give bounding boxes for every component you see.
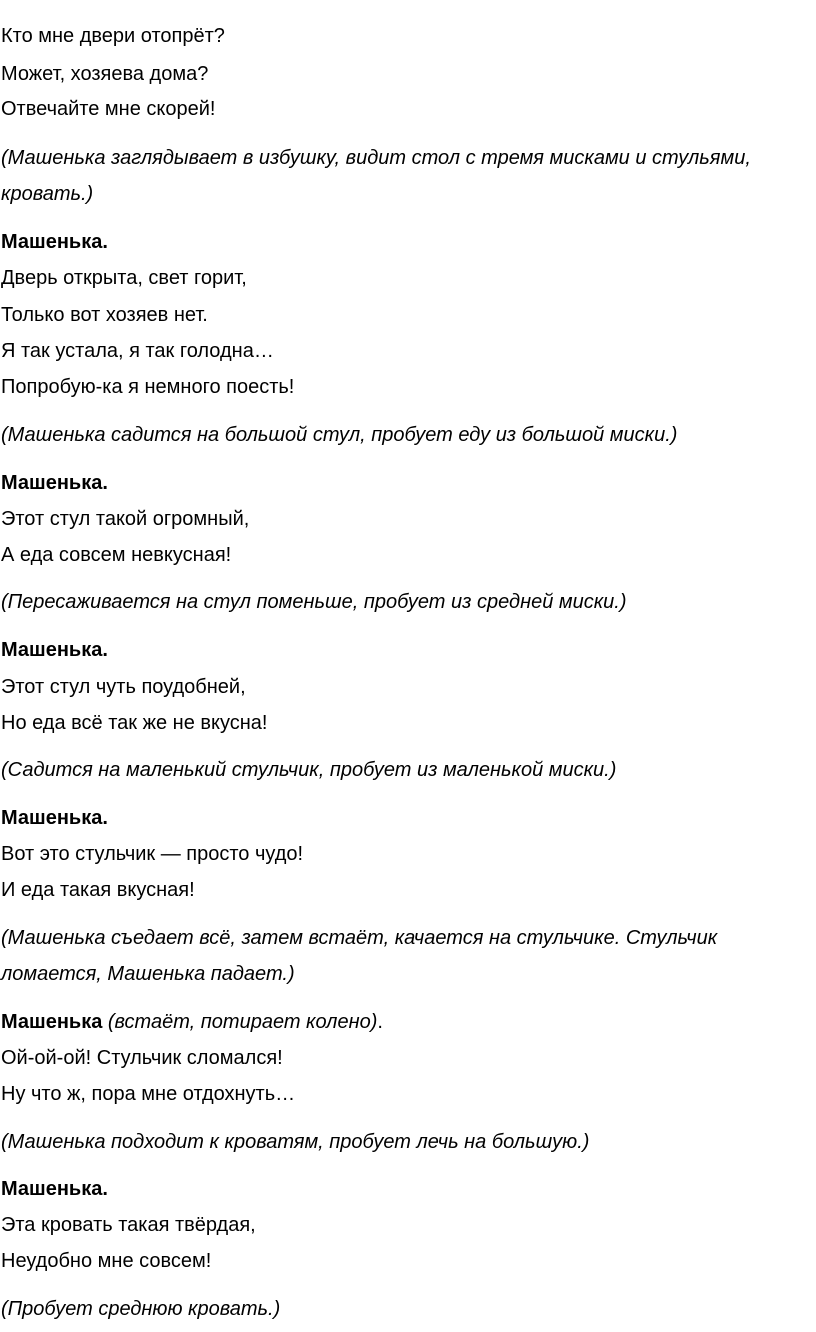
verse-line: Может, хозяева дома? bbox=[1, 63, 209, 85]
stage-direction: кровать.) bbox=[1, 183, 94, 205]
verse-line: Отвечайте мне скорей! bbox=[1, 98, 216, 120]
speaker-name: Машенька. bbox=[1, 1178, 108, 1200]
speaker-remark: (встаёт, потирает колено) bbox=[107, 1011, 378, 1033]
stage-direction: (Машенька заглядывает в избушку, видит стол с тремя мисками и стульями, bbox=[1, 147, 751, 169]
verse-line: Ой-ой-ой! Стульчик сломался! bbox=[1, 1047, 283, 1069]
verse-line: Кто мне двери отопрёт? bbox=[1, 25, 225, 47]
stage-direction: (Пересаживается на стул поменьше, пробует из средней миски.) bbox=[1, 591, 627, 613]
stage-direction: ломается, Машенька падает.) bbox=[1, 963, 295, 985]
verse-line: Я так устала, я так голодна… bbox=[1, 340, 274, 362]
stage-direction: (Машенька садится на большой стул, пробует еду из большой миски.) bbox=[1, 424, 678, 446]
verse-line: Эта кровать такая твёрдая, bbox=[1, 1214, 256, 1236]
verse-line: Вот это стульчик — просто чудо! bbox=[1, 843, 304, 865]
verse-line: Попробую-ка я немного поесть! bbox=[1, 376, 295, 398]
speaker-name: Машенька. bbox=[1, 472, 108, 494]
stage-direction: (Садится на маленький стульчик, пробует из маленькой миски.) bbox=[1, 759, 617, 781]
verse-line: Этот стул чуть поудобней, bbox=[1, 676, 246, 698]
speaker-name: Машенька bbox=[1, 1011, 103, 1033]
stage-direction: (Пробует среднюю кровать.) bbox=[1, 1298, 281, 1320]
speaker-name: Машенька. bbox=[1, 807, 108, 829]
stage-direction: (Машенька подходит к кроватям, пробует лечь на большую.) bbox=[1, 1131, 590, 1153]
verse-line: Ну что ж, пора мне отдохнуть… bbox=[1, 1083, 296, 1105]
verse-line: Этот стул такой огромный, bbox=[1, 508, 250, 530]
verse-line: И еда такая вкусная! bbox=[1, 879, 195, 901]
stage-direction: (Машенька съедает всё, затем встаёт, качается на стульчике. Стульчик bbox=[1, 927, 718, 949]
speaker-line-end: . bbox=[377, 1011, 383, 1033]
verse-line: Только вот хозяев нет. bbox=[1, 304, 208, 326]
speaker-line bbox=[1, 1010, 383, 1034]
verse-line: Но еда всё так же не вкусна! bbox=[1, 712, 268, 734]
verse-line: Неудобно мне совсем! bbox=[1, 1250, 212, 1272]
speaker-name: Машенька. bbox=[1, 639, 108, 661]
speaker-name: Машенька. bbox=[1, 231, 108, 253]
verse-line: А еда совсем невкусная! bbox=[1, 544, 232, 566]
verse-line: Дверь открыта, свет горит, bbox=[1, 267, 247, 289]
